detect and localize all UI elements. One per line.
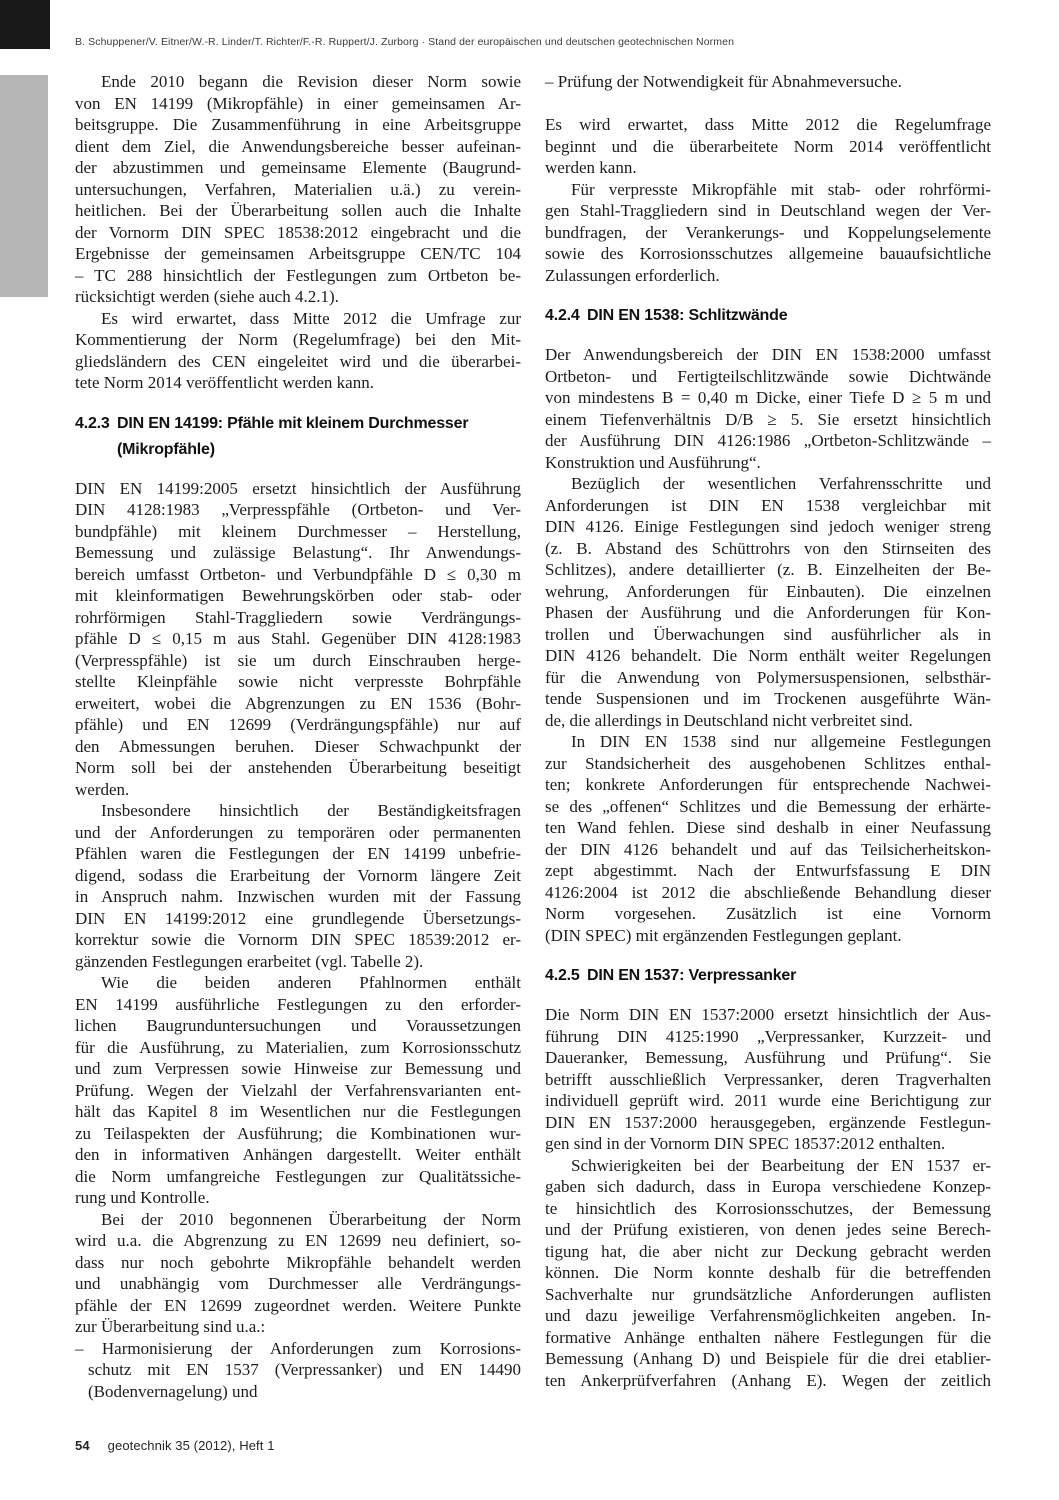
text-line: dass nur noch gebohrte Mikropfähle behandelt werden bbox=[75, 1252, 521, 1272]
text-line: gänzenden Festlegungen erarbeitet (vgl. Tabelle 2). bbox=[75, 951, 424, 971]
text-line: Bemessung und zulässige Belastung“. Ihr Anwendungs- bbox=[75, 543, 521, 562]
text-line: dient dem Ziel, die Anwendungsbereiche besser aufeinan- bbox=[75, 136, 521, 156]
page-number: 54 bbox=[75, 1438, 90, 1453]
text-line: (DIN SPEC) mit ergänzenden Festlegungen geplant. bbox=[545, 925, 902, 945]
text-line: individuell geprüft wird. 2011 wurde eine Berichtigung zur bbox=[545, 1091, 991, 1110]
text-line: wird u.a. die Abgrenzung zu EN 12699 neu definiert, so- bbox=[75, 1231, 521, 1250]
section-heading bbox=[75, 411, 521, 463]
text-line: erweitert, wobei die Abgrenzungen zu EN 1536 (Bohr- bbox=[75, 693, 521, 713]
text-line: Sachverhalte nur grundsätzliche Anforderungen auflisten bbox=[545, 1284, 991, 1304]
journal-info: geotechnik 35 (2012), Heft 1 bbox=[107, 1438, 275, 1453]
text-line: heitlichen. Bei der Überarbeitung sollen auch die Inhalte bbox=[75, 201, 521, 220]
text-line: Prüfung. Wegen der Vielzahl der Verfahrensvarianten ent- bbox=[75, 1080, 521, 1100]
text-line: DIN EN 1537:2000 herausgegeben, ergänzende Festlegun- bbox=[545, 1112, 991, 1132]
text-line: DIN 4126. Einige Festlegungen sind jedoch weniger streng bbox=[545, 517, 991, 536]
text-line: DIN 4128:1983 „Verpresspfähle (Ortbeton- und Ver- bbox=[75, 500, 521, 519]
text-line: und zum Verpressen sowie Hinweise zur Bemessung und bbox=[75, 1059, 521, 1078]
section-number: 4.2.5 bbox=[545, 967, 580, 984]
section-title bbox=[587, 303, 787, 329]
text-line: wehrung, Anforderungen für Einbauten). Die einzelnen bbox=[545, 581, 991, 601]
text-line: zur Standsicherheit des ausgehobenen Schlitzes enthal- bbox=[545, 753, 991, 773]
text-line: Ergebnisse der gemeinsamen Arbeitsgruppe CEN/TC 104 bbox=[75, 244, 521, 263]
text-line: te hinsichtlich des Korrosionsschutzes, der Bemessung bbox=[545, 1198, 991, 1218]
text-line: gaben sich dadurch, dass in Europa verschiedene Konzep- bbox=[545, 1177, 991, 1196]
section-number: 4.2.3 bbox=[75, 414, 110, 432]
text-line: hält das Kapitel 8 im Wesentlichen nur die Festlegungen bbox=[75, 1102, 521, 1121]
text-line: Schwierigkeiten bei der Bearbeitung der EN 1537 er- bbox=[571, 1155, 991, 1175]
text-line: EN 14199 ausführliche Festlegungen zu den erforder- bbox=[75, 994, 521, 1014]
text-line: In DIN EN 1538 sind nur allgemeine Festlegungen bbox=[571, 732, 991, 751]
text-line: rung und Kontrolle. bbox=[75, 1188, 210, 1207]
text-line: untersuchungen, Verfahren, Materialien u.ä.) zu verein- bbox=[75, 179, 521, 199]
text-line: – Prüfung der Notwendigkeit für Abnahmeversuche. bbox=[545, 72, 902, 91]
text-line: trollen und Überwachungen sind ausführlicher als in bbox=[545, 624, 991, 644]
paragraph bbox=[75, 478, 521, 801]
text-line: Ortbeton- und Fertigteilschlitzwände sowie Dichtwände bbox=[545, 366, 991, 386]
section-title-line: DIN EN 1537: Verpressanker bbox=[587, 967, 797, 984]
text-line: Phasen der Ausführung und die Anforderungen für Kon- bbox=[545, 603, 991, 622]
section-heading bbox=[545, 963, 991, 989]
section-title-line: DIN EN 14199: Pfähle mit kleinem Durchmesser bbox=[117, 414, 469, 432]
text-line: Ende 2010 begann die Revision dieser Norm sowie bbox=[101, 72, 521, 91]
text-line: Es wird erwartet, dass Mitte 2012 die Umfrage zur bbox=[101, 308, 521, 328]
text-line: für die Anwendung von Polymersuspensionen, selbsthär- bbox=[545, 667, 991, 687]
text-line: und der Anforderungen zu temporären oder permanenten bbox=[75, 822, 521, 842]
text-line: können. Die Norm konnte deshalb für die betreffenden bbox=[545, 1263, 991, 1282]
text-line: Kommentierung der Norm (Regelumfrage) bei den Mit- bbox=[75, 330, 521, 349]
text-line: von mindestens B = 0,40 m Dicke, einer Tiefe D ≥ 5 m und bbox=[545, 388, 991, 407]
text-line: pfähle der EN 12699 zugeordnet werden. Weitere Punkte bbox=[75, 1295, 521, 1315]
text-line: (Bodenvernagelung) und bbox=[88, 1381, 258, 1401]
text-line: zu Teilaspekten der Ausführung; die Kombinationen wur- bbox=[75, 1123, 521, 1143]
text-line: in Anspruch nahm. Inzwischen wurden mit der Fassung bbox=[75, 887, 521, 906]
text-line: DIN EN 14199:2012 eine grundlegende Übersetzungs- bbox=[75, 908, 521, 928]
running-header: B. Schuppener/V. Eitner/W.-R. Linder/T. Richter/F.-R. Ruppert/J. Zurborg · Stand der europäischen und deutschen geotechnischen Normen bbox=[75, 36, 735, 48]
text-line: Bemessung (Anhang D) und Beispiele für die drei etablier- bbox=[545, 1349, 991, 1368]
text-line: Wie die beiden anderen Pfahlnormen enthält bbox=[101, 973, 521, 992]
text-line: für die Ausführung, zu Materialien, zum Korrosionsschutz bbox=[75, 1037, 521, 1057]
column-left bbox=[75, 71, 521, 1402]
text-line: einem Tiefenverhältnis D/B ≥ 5. Sie ersetzt hinsichtlich bbox=[545, 409, 991, 429]
paragraph bbox=[75, 800, 521, 972]
paragraph bbox=[75, 1209, 521, 1338]
text-line: Pfählen waren die Festlegungen der EN 14199 unbefrie- bbox=[75, 844, 521, 863]
corner-marker bbox=[0, 0, 50, 49]
text-line: ten; konkrete Anforderungen für entsprechende Nachwei- bbox=[545, 775, 991, 794]
text-line: Daueranker, Bemessung, Ausführung und Prüfung“. Sie bbox=[545, 1048, 991, 1067]
text-line: gliedsländern des CEN eingeleitet wird und die überarbei- bbox=[75, 351, 521, 371]
paragraph bbox=[545, 1155, 991, 1392]
text-line: werden. bbox=[75, 779, 130, 799]
text-line: tete Norm 2014 veröffentlicht werden kann. bbox=[75, 373, 374, 392]
paragraph-gap bbox=[545, 93, 991, 115]
text-line: beitsgruppe. Die Zusammenführung in eine Arbeitsgruppe bbox=[75, 115, 521, 134]
text-line: lichen Baugrunduntersuchungen und Voraussetzungen bbox=[75, 1016, 521, 1035]
text-line: den Abmessungen beruhen. Dieser Schwachpunkt der bbox=[75, 736, 521, 756]
text-line: Norm vorgesehen. Zusätzlich ist eine Vornorm bbox=[545, 904, 991, 923]
text-line: werden kann. bbox=[545, 158, 637, 177]
section-title-line: (Mikropfähle) bbox=[117, 440, 215, 458]
text-line: sowie des Korrosionsschutzes allgemeine bauaufsichtliche bbox=[545, 244, 991, 263]
text-line: formative Anhänge enthalten nähere Festlegungen für die bbox=[545, 1327, 991, 1347]
text-line: (z. B. Abstand des Schüttrohrs von den Stirnseiten des bbox=[545, 538, 991, 558]
text-line: korrektur sowie die Vornorm DIN SPEC 18539:2012 er- bbox=[75, 930, 521, 949]
text-line: – TC 288 hinsichtlich der Festlegungen zum Ortbeton be- bbox=[75, 265, 521, 285]
section-heading bbox=[545, 303, 991, 329]
section-title bbox=[587, 963, 796, 989]
paragraph bbox=[545, 344, 991, 473]
text-line: führung DIN 4125:1990 „Verpressanker, Kurzzeit- und bbox=[545, 1026, 991, 1046]
text-line: DIN 4126 behandelt. Die Norm enthält weiter Regelungen bbox=[545, 646, 991, 665]
text-line: zur Überarbeitung sind u.a.: bbox=[75, 1317, 266, 1336]
list-item bbox=[75, 1338, 521, 1403]
text-line: pfähle) und EN 12699 (Verdrängungspfähle) nur auf bbox=[75, 715, 521, 734]
text-line: beginnt und die überarbeitete Norm 2014 veröffentlicht bbox=[545, 136, 991, 156]
section-title-line: DIN EN 1538: Schlitzwände bbox=[587, 307, 788, 324]
text-line: stellte Kleinpfähle sowie nicht verpresste Bohrpfähle bbox=[75, 672, 521, 691]
column-right bbox=[545, 71, 991, 1391]
text-line: der Ausführung DIN 4126:1986 „Ortbeton-Schlitzwände – bbox=[545, 431, 991, 450]
section-number: 4.2.4 bbox=[545, 307, 580, 324]
text-line: die Norm umfangreiche Festlegungen zur Qualitätssiche- bbox=[75, 1166, 521, 1186]
text-line: Bei der 2010 begonnenen Überarbeitung der Norm bbox=[101, 1209, 521, 1229]
text-line: bereich umfasst Ortbeton- und Verbundpfähle D ≤ 0,30 m bbox=[75, 564, 521, 584]
text-line: tende Suspensionen und im Trockenen ausgeführte Wän- bbox=[545, 689, 991, 708]
text-line: ten Wand fehlen. Diese sind deshalb in einer Neufassung bbox=[545, 818, 991, 837]
text-line: Insbesondere hinsichtlich der Beständigkeitsfragen bbox=[101, 801, 521, 820]
text-line: den in informativen Anhängen dargestellt. Weiter enthält bbox=[75, 1145, 521, 1164]
text-line: de, die allerdings in Deutschland nicht verbreitet sind. bbox=[545, 710, 913, 730]
text-line: Für verpresste Mikropfähle mit stab- oder rohrförmi- bbox=[571, 179, 991, 199]
text-line: – Harmonisierung der Anforderungen zum Korrosions- bbox=[75, 1338, 521, 1358]
text-line: gen Stahl-Traggliedern sind in Deutschland wegen der Ver- bbox=[545, 201, 991, 220]
text-line: der Vornorm DIN SPEC 18538:2012 eingebracht und die bbox=[75, 222, 521, 242]
paragraph bbox=[75, 972, 521, 1209]
text-line: Anforderungen ist DIN EN 1538 vergleichbar mit bbox=[545, 495, 991, 515]
text-line: 4126:2004 ist 2012 die abschließende Behandlung dieser bbox=[545, 882, 991, 902]
text-line: bundpfähle) mit kleinem Durchmesser – Herstellung, bbox=[75, 521, 521, 541]
text-line: und dazu jeweilige Verfahrensmöglichkeiten angeben. In- bbox=[545, 1306, 991, 1325]
text-line: betrifft ausschließlich Verpressanker, deren Tragverhalten bbox=[545, 1069, 991, 1089]
text-line: rohrförmigen Stahl-Traggliedern sowie Verdrängungs- bbox=[75, 607, 521, 627]
text-line: bundfragen, der Verankerungs- und Koppelungselemente bbox=[545, 222, 991, 242]
text-line: der abzustimmen und gemeinsame Elemente (Baugrund- bbox=[75, 158, 521, 177]
text-line: schutz mit EN 1537 (Verpressanker) und EN 14490 bbox=[88, 1360, 521, 1379]
paragraph bbox=[545, 179, 991, 287]
paragraph bbox=[545, 114, 991, 179]
text-line: Schlitzes), andere detaillierter (z. B. Einzelheiten der Be- bbox=[545, 560, 991, 579]
text-line: Norm soll bei der anstehenden Überarbeitung beseitigt bbox=[75, 758, 521, 777]
text-line: DIN EN 14199:2005 ersetzt hinsichtlich der Ausführung bbox=[75, 478, 521, 498]
paragraph bbox=[545, 1004, 991, 1155]
text-line: Bezüglich der wesentlichen Verfahrensschritte und bbox=[571, 474, 991, 493]
section-title bbox=[117, 411, 468, 463]
text-line: (Verpresspfähle) ist sie um durch Einschrauben herge- bbox=[75, 650, 521, 670]
page-footer bbox=[75, 1438, 275, 1453]
text-line: von EN 14199 (Mikropfähle) in einer gemeinsamen Ar- bbox=[75, 93, 521, 113]
list-item bbox=[545, 71, 991, 93]
text-line: tigung hat, die aber nicht zur Deckung gebracht werden bbox=[545, 1241, 991, 1261]
text-line: se des „offenen“ Schlitzes und die Bemessung der erhärte- bbox=[545, 796, 991, 816]
paragraph bbox=[545, 731, 991, 946]
text-line: Zulassungen erforderlich. bbox=[545, 265, 720, 285]
text-line: Es wird erwartet, dass Mitte 2012 die Regelumfrage bbox=[545, 115, 991, 134]
text-line: mit kleinformatigen Bewehrungskörben oder stab- oder bbox=[75, 586, 521, 605]
text-line: rücksichtigt werden (siehe auch 4.2.1). bbox=[75, 287, 339, 306]
paragraph bbox=[75, 71, 521, 308]
text-line: pfähle D ≤ 0,15 m aus Stahl. Gegenüber DIN 4128:1983 bbox=[75, 629, 521, 648]
text-line: Die Norm DIN EN 1537:2000 ersetzt hinsichtlich der Aus- bbox=[545, 1005, 991, 1024]
text-line: und unabhängig vom Durchmesser alle Verdrängungs- bbox=[75, 1274, 521, 1293]
margin-bar bbox=[0, 75, 48, 297]
text-line: zept abgestimmt. Nach der Entwurfsfassung E DIN bbox=[545, 861, 991, 880]
text-line: und der Prüfung existieren, von denen jedes seine Berech- bbox=[545, 1220, 991, 1239]
text-line: ten Ankerprüfverfahren (Anhang E). Wegen der zeitlich bbox=[545, 1370, 991, 1390]
paragraph bbox=[545, 473, 991, 731]
text-line: gen sind in der Vornorm DIN SPEC 18537:2012 enthalten. bbox=[545, 1134, 946, 1153]
text-line: Der Anwendungsbereich der DIN EN 1538:2000 umfasst bbox=[545, 345, 991, 364]
paragraph bbox=[75, 308, 521, 394]
text-line: digend, sodass die Erarbeitung der Vornorm längere Zeit bbox=[75, 865, 521, 885]
text-line: Konstruktion und Ausführung“. bbox=[545, 452, 761, 472]
text-line: der DIN 4126 behandelt und auf das Teilsicherheitskon- bbox=[545, 839, 991, 859]
